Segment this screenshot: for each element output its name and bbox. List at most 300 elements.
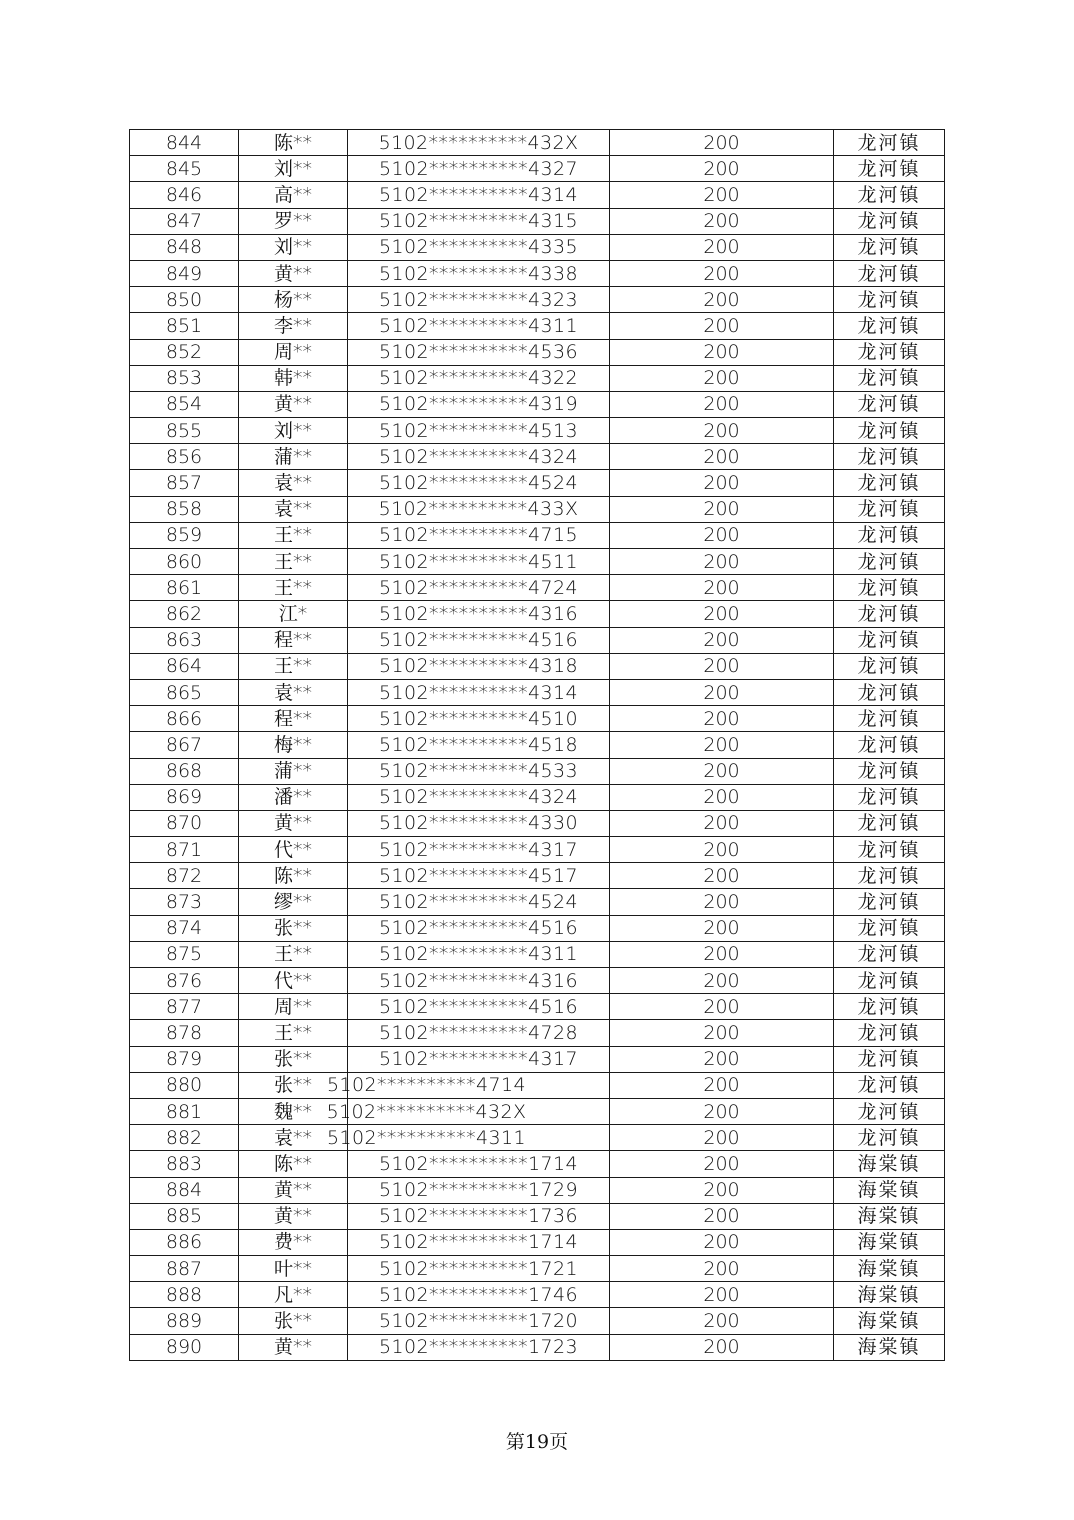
id-number-text: 5102**********1721 (379, 1257, 578, 1280)
table-row (130, 496, 945, 522)
town-cell: 龙河镇 (834, 391, 945, 417)
town-cell: 龙河镇 (834, 627, 945, 653)
amount-cell: 200 (610, 260, 834, 286)
id-number-cell (326, 1098, 610, 1124)
amount-cell: 200 (610, 418, 834, 444)
id-number-text: 5102**********4319 (379, 393, 578, 416)
name-cell: 黄** (239, 810, 348, 836)
name-cell: 代** (239, 968, 348, 994)
town-cell: 龙河镇 (834, 601, 945, 627)
table-row (130, 1151, 945, 1177)
id-number-text: 5102**********4714 (327, 1074, 526, 1097)
name-cell: 黄** (239, 1203, 348, 1229)
name-cell: 周** (239, 339, 348, 365)
id-number-cell (348, 863, 610, 889)
row-number-cell: 871 (130, 837, 239, 863)
id-number-text: 5102**********4728 (379, 1021, 578, 1044)
row-number-cell: 857 (130, 470, 239, 496)
id-number-text: 5102**********4311 (327, 1126, 526, 1149)
table-row (130, 889, 945, 915)
id-number-cell (348, 732, 610, 758)
id-number-text: 5102**********4324 (379, 445, 578, 468)
table-row (130, 941, 945, 967)
amount-cell: 200 (610, 941, 834, 967)
name-cell: 魏** (239, 1098, 348, 1124)
table-row (130, 418, 945, 444)
row-number-cell: 851 (130, 313, 239, 339)
row-number-cell: 879 (130, 1046, 239, 1072)
name-cell: 黄** (239, 391, 348, 417)
row-number-cell: 852 (130, 339, 239, 365)
town-cell: 龙河镇 (834, 1020, 945, 1046)
id-number-text: 5102**********432X (378, 131, 579, 154)
table-row (130, 182, 945, 208)
id-number-cell (348, 758, 610, 784)
amount-cell: 200 (610, 1229, 834, 1255)
name-cell: 程** (239, 627, 348, 653)
amount-cell: 200 (610, 994, 834, 1020)
table-row (130, 1229, 945, 1255)
amount-cell: 200 (610, 968, 834, 994)
amount-cell: 200 (610, 1256, 834, 1282)
id-number-text: 5102**********4533 (379, 760, 578, 783)
row-number-cell: 872 (130, 863, 239, 889)
amount-cell: 200 (610, 182, 834, 208)
table-row (130, 365, 945, 391)
town-cell: 龙河镇 (834, 784, 945, 810)
table-row (130, 732, 945, 758)
table-row (130, 234, 945, 260)
town-cell: 龙河镇 (834, 837, 945, 863)
table-row (130, 758, 945, 784)
name-cell: 黄** (239, 260, 348, 286)
id-number-text: 5102**********1736 (379, 1205, 578, 1228)
amount-cell: 200 (610, 1308, 834, 1334)
name-cell: 黄** (239, 1177, 348, 1203)
id-number-text: 5102**********4318 (379, 655, 578, 678)
town-cell: 龙河镇 (834, 863, 945, 889)
town-cell: 龙河镇 (834, 444, 945, 470)
row-number-cell: 880 (130, 1072, 239, 1098)
amount-cell: 200 (610, 889, 834, 915)
name-cell: 梅** (239, 732, 348, 758)
id-number-cell (348, 260, 610, 286)
town-cell: 龙河镇 (834, 706, 945, 732)
town-cell: 海棠镇 (834, 1151, 945, 1177)
id-number-cell (348, 915, 610, 941)
town-cell: 龙河镇 (834, 234, 945, 260)
amount-cell: 200 (610, 1151, 834, 1177)
id-number-text: 5102**********4316 (379, 969, 578, 992)
id-number-text: 5102**********4524 (379, 472, 578, 495)
town-cell: 龙河镇 (834, 679, 945, 705)
table-row (130, 1334, 945, 1360)
name-cell: 袁** (239, 679, 348, 705)
amount-cell: 200 (610, 287, 834, 313)
row-number-cell: 849 (130, 260, 239, 286)
id-number-cell (348, 470, 610, 496)
name-cell: 高** (239, 182, 348, 208)
table-row (130, 653, 945, 679)
name-cell: 王** (239, 549, 348, 575)
page-number: 第19页 (505, 1431, 569, 1453)
id-number-cell (327, 1125, 610, 1151)
table-row (130, 601, 945, 627)
row-number-cell: 882 (130, 1125, 239, 1151)
town-cell: 龙河镇 (834, 1098, 945, 1124)
amount-cell: 200 (610, 234, 834, 260)
id-number-cell (348, 156, 610, 182)
id-number-text: 5102**********4536 (379, 341, 578, 364)
row-number-cell: 878 (130, 1020, 239, 1046)
recipient-table-container (129, 129, 944, 1361)
id-number-text: 5102**********4327 (379, 157, 578, 180)
id-number-cell (348, 234, 610, 260)
town-cell: 龙河镇 (834, 732, 945, 758)
id-number-cell (348, 784, 610, 810)
amount-cell: 200 (610, 863, 834, 889)
town-cell: 龙河镇 (834, 418, 945, 444)
id-number-text: 5102**********4317 (379, 838, 578, 861)
table-row (130, 810, 945, 836)
amount-cell: 200 (610, 313, 834, 339)
id-number-text: 5102**********4330 (379, 812, 578, 835)
table-row (130, 968, 945, 994)
name-cell: 刘** (239, 234, 348, 260)
table-row (130, 679, 945, 705)
town-cell: 龙河镇 (834, 208, 945, 234)
name-cell: 袁** (239, 1125, 348, 1151)
amount-cell: 200 (610, 549, 834, 575)
table-row (130, 1308, 945, 1334)
row-number-cell: 848 (130, 234, 239, 260)
table-row (130, 208, 945, 234)
table-row (130, 863, 945, 889)
table-row (130, 260, 945, 286)
row-number-cell: 885 (130, 1203, 239, 1229)
amount-cell: 200 (610, 837, 834, 863)
amount-cell: 200 (610, 365, 834, 391)
row-number-cell: 881 (130, 1098, 239, 1124)
amount-cell: 200 (610, 1072, 834, 1098)
table-row (130, 627, 945, 653)
id-number-cell (348, 1046, 610, 1072)
id-number-cell (348, 627, 610, 653)
id-number-cell (348, 522, 610, 548)
id-number-text: 5102**********4335 (379, 236, 578, 259)
town-cell: 龙河镇 (834, 365, 945, 391)
amount-cell: 200 (610, 130, 834, 156)
town-cell: 龙河镇 (834, 156, 945, 182)
row-number-cell: 874 (130, 915, 239, 941)
row-number-cell: 868 (130, 758, 239, 784)
id-number-cell (348, 575, 610, 601)
id-number-cell (348, 182, 610, 208)
town-cell: 海棠镇 (834, 1282, 945, 1308)
id-number-cell (348, 444, 610, 470)
name-cell: 杨** (239, 287, 348, 313)
town-cell: 龙河镇 (834, 182, 945, 208)
row-number-cell: 887 (130, 1256, 239, 1282)
id-number-text: 5102**********4323 (379, 288, 578, 311)
name-cell: 王** (239, 1020, 348, 1046)
town-cell: 龙河镇 (834, 1046, 945, 1072)
id-number-text: 5102**********4317 (379, 1048, 578, 1071)
table-row (130, 706, 945, 732)
town-cell: 龙河镇 (834, 339, 945, 365)
table-row (130, 784, 945, 810)
id-number-cell (348, 601, 610, 627)
name-cell: 代** (239, 837, 348, 863)
name-cell: 张** (239, 1072, 348, 1098)
id-number-text: 5102**********4715 (379, 524, 578, 547)
town-cell: 海棠镇 (834, 1177, 945, 1203)
id-number-cell (348, 208, 610, 234)
id-number-cell (348, 1334, 610, 1360)
id-number-text: 5102**********4315 (379, 210, 578, 233)
row-number-cell: 859 (130, 522, 239, 548)
table-row (130, 1282, 945, 1308)
id-number-cell (348, 418, 610, 444)
amount-cell: 200 (610, 339, 834, 365)
name-cell: 罗** (239, 208, 348, 234)
id-number-cell (348, 549, 610, 575)
id-number-cell (348, 889, 610, 915)
amount-cell: 200 (610, 915, 834, 941)
amount-cell: 200 (610, 1020, 834, 1046)
row-number-cell: 856 (130, 444, 239, 470)
row-number-cell: 876 (130, 968, 239, 994)
amount-cell: 200 (610, 1177, 834, 1203)
row-number-cell: 845 (130, 156, 239, 182)
row-number-cell: 867 (130, 732, 239, 758)
id-number-cell (348, 679, 610, 705)
town-cell: 龙河镇 (834, 915, 945, 941)
id-number-cell (348, 994, 610, 1020)
amount-cell: 200 (610, 444, 834, 470)
id-number-cell (348, 496, 610, 522)
name-cell: 刘** (239, 418, 348, 444)
name-cell: 缪** (239, 889, 348, 915)
table-row (130, 313, 945, 339)
id-number-cell (348, 1203, 610, 1229)
id-number-text: 5102**********4517 (379, 864, 578, 887)
id-number-text: 5102**********1714 (379, 1231, 578, 1254)
town-cell: 龙河镇 (834, 313, 945, 339)
row-number-cell: 860 (130, 549, 239, 575)
row-number-cell: 844 (130, 130, 239, 156)
id-number-cell (348, 313, 610, 339)
amount-cell: 200 (610, 391, 834, 417)
row-number-cell: 875 (130, 941, 239, 967)
row-number-cell: 865 (130, 679, 239, 705)
town-cell: 龙河镇 (834, 470, 945, 496)
id-number-text: 5102**********432X (326, 1100, 527, 1123)
recipient-table-body (130, 130, 945, 1361)
id-number-cell (348, 1256, 610, 1282)
name-cell: 王** (239, 575, 348, 601)
town-cell: 龙河镇 (834, 1125, 945, 1151)
table-row (130, 1072, 945, 1098)
row-number-cell: 886 (130, 1229, 239, 1255)
row-number-cell: 890 (130, 1334, 239, 1360)
table-row (130, 1203, 945, 1229)
id-number-cell (348, 391, 610, 417)
id-number-cell (348, 1282, 610, 1308)
name-cell: 王** (239, 522, 348, 548)
amount-cell: 200 (610, 601, 834, 627)
row-number-cell: 888 (130, 1282, 239, 1308)
amount-cell: 200 (610, 758, 834, 784)
id-number-text: 5102**********1714 (379, 1152, 578, 1175)
table-row (130, 156, 945, 182)
name-cell: 李** (239, 313, 348, 339)
name-cell: 王** (239, 653, 348, 679)
table-row (130, 339, 945, 365)
town-cell: 龙河镇 (834, 260, 945, 286)
amount-cell: 200 (610, 1125, 834, 1151)
row-number-cell: 866 (130, 706, 239, 732)
id-number-text: 5102**********1746 (379, 1283, 578, 1306)
name-cell: 刘** (239, 156, 348, 182)
name-cell: 凡** (239, 1282, 348, 1308)
table-row (130, 391, 945, 417)
amount-cell: 200 (610, 810, 834, 836)
town-cell: 龙河镇 (834, 889, 945, 915)
amount-cell: 200 (610, 522, 834, 548)
town-cell: 海棠镇 (834, 1334, 945, 1360)
town-cell: 龙河镇 (834, 810, 945, 836)
row-number-cell: 884 (130, 1177, 239, 1203)
id-number-cell (348, 1151, 610, 1177)
town-cell: 龙河镇 (834, 496, 945, 522)
id-number-cell (348, 1020, 610, 1046)
table-row (130, 994, 945, 1020)
id-number-text: 5102**********4316 (379, 602, 578, 625)
id-number-cell (348, 1229, 610, 1255)
id-number-cell (348, 653, 610, 679)
table-row (130, 837, 945, 863)
table-row (130, 1125, 945, 1151)
table-row (130, 522, 945, 548)
name-cell: 张** (239, 1308, 348, 1334)
id-number-text: 5102**********4311 (379, 943, 578, 966)
amount-cell: 200 (610, 1334, 834, 1360)
town-cell: 龙河镇 (834, 1072, 945, 1098)
id-number-text: 5102**********4314 (379, 183, 578, 206)
town-cell: 龙河镇 (834, 968, 945, 994)
name-cell: 蒲** (239, 444, 348, 470)
id-number-text: 5102**********4324 (379, 786, 578, 809)
id-number-text: 5102**********4338 (379, 262, 578, 285)
id-number-text: 5102**********4516 (379, 995, 578, 1018)
id-number-text: 5102**********4511 (379, 550, 578, 573)
id-number-cell (348, 706, 610, 732)
id-number-text: 5102**********4513 (379, 419, 578, 442)
town-cell: 海棠镇 (834, 1203, 945, 1229)
id-number-cell (348, 339, 610, 365)
table-row (130, 575, 945, 601)
id-number-cell (348, 1177, 610, 1203)
town-cell: 龙河镇 (834, 130, 945, 156)
name-cell: 袁** (239, 496, 348, 522)
row-number-cell: 861 (130, 575, 239, 601)
id-number-text: 5102**********4311 (379, 314, 578, 337)
row-number-cell: 873 (130, 889, 239, 915)
table-row (130, 1256, 945, 1282)
town-cell: 龙河镇 (834, 653, 945, 679)
amount-cell: 200 (610, 470, 834, 496)
row-number-cell: 883 (130, 1151, 239, 1177)
name-cell: 江* (239, 601, 348, 627)
amount-cell: 200 (610, 156, 834, 182)
id-number-text: 5102**********1720 (379, 1310, 578, 1333)
name-cell: 张** (239, 1046, 348, 1072)
name-cell: 陈** (239, 863, 348, 889)
id-number-text: 5102**********4518 (379, 733, 578, 756)
town-cell: 龙河镇 (834, 941, 945, 967)
table-row (130, 470, 945, 496)
amount-cell: 200 (610, 208, 834, 234)
row-number-cell: 862 (130, 601, 239, 627)
name-cell: 韩** (239, 365, 348, 391)
name-cell: 黄** (239, 1334, 348, 1360)
amount-cell: 200 (610, 653, 834, 679)
recipient-table (129, 129, 945, 1361)
id-number-cell (348, 941, 610, 967)
row-number-cell: 855 (130, 418, 239, 444)
amount-cell: 200 (610, 575, 834, 601)
name-cell: 程** (239, 706, 348, 732)
table-row (130, 444, 945, 470)
name-cell: 王** (239, 941, 348, 967)
row-number-cell: 869 (130, 784, 239, 810)
table-row (130, 915, 945, 941)
row-number-cell: 863 (130, 627, 239, 653)
town-cell: 龙河镇 (834, 287, 945, 313)
id-number-cell (348, 810, 610, 836)
town-cell: 海棠镇 (834, 1256, 945, 1282)
id-number-cell (348, 968, 610, 994)
id-number-cell (348, 130, 610, 156)
table-row (130, 1177, 945, 1203)
id-number-cell (327, 1072, 610, 1098)
amount-cell: 200 (610, 1203, 834, 1229)
id-number-text: 5102**********4516 (379, 629, 578, 652)
row-number-cell: 850 (130, 287, 239, 313)
id-number-cell (348, 1308, 610, 1334)
table-row (130, 130, 945, 156)
row-number-cell: 870 (130, 810, 239, 836)
id-number-text: 5102**********4524 (379, 891, 578, 914)
amount-cell: 200 (610, 679, 834, 705)
id-number-text: 5102**********4322 (379, 367, 578, 390)
name-cell: 陈** (239, 130, 348, 156)
town-cell: 海棠镇 (834, 1308, 945, 1334)
town-cell: 龙河镇 (834, 994, 945, 1020)
table-row (130, 287, 945, 313)
row-number-cell: 854 (130, 391, 239, 417)
table-row (130, 1098, 945, 1124)
amount-cell: 200 (610, 627, 834, 653)
row-number-cell: 864 (130, 653, 239, 679)
id-number-text: 5102**********1723 (379, 1336, 578, 1359)
id-number-cell (348, 365, 610, 391)
row-number-cell: 889 (130, 1308, 239, 1334)
amount-cell: 200 (610, 1282, 834, 1308)
amount-cell: 200 (610, 784, 834, 810)
table-row (130, 549, 945, 575)
